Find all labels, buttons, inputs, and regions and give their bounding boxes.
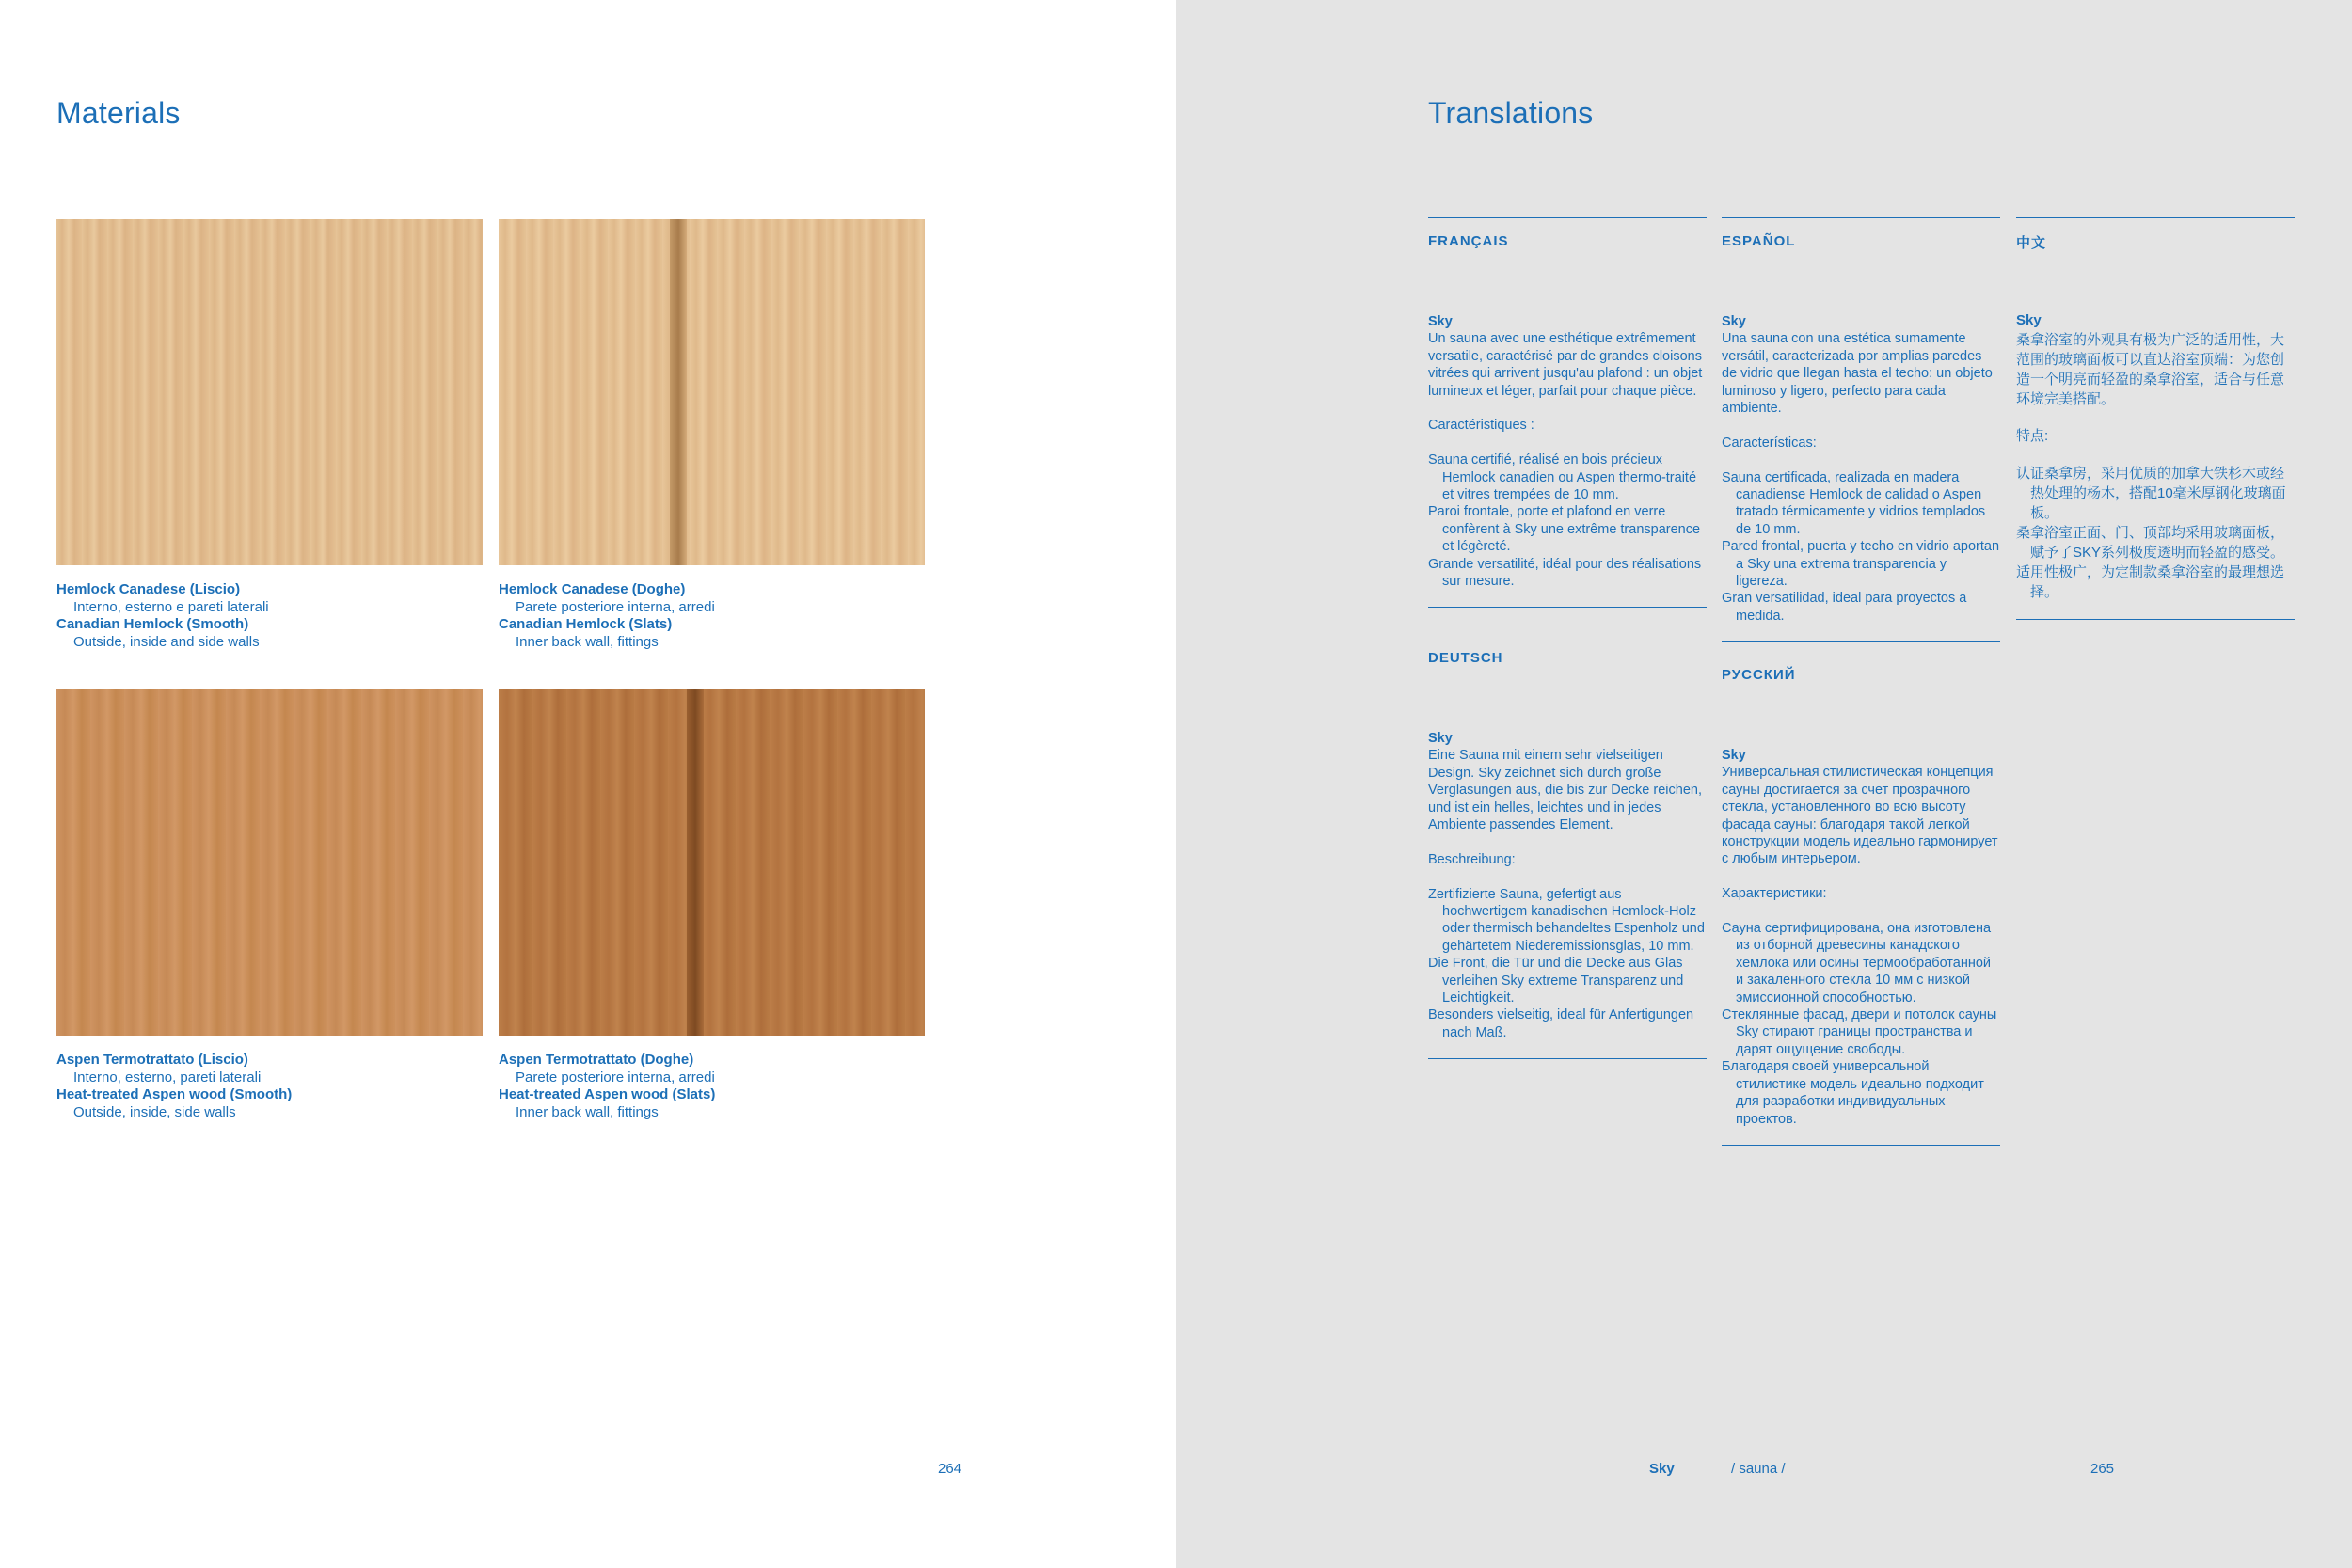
hemlock-slats-swatch: [499, 219, 925, 565]
swatch-name-it: Aspen Termotrattato (Liscio): [56, 1052, 248, 1068]
swatch-name-it: Hemlock Canadese (Doghe): [499, 581, 686, 597]
feature-item: Sauna certifié, réalisé en bois précieux Hemlock canadien ou Aspen thermo-traité et vitres trempées de 10 mm.: [1428, 452, 1697, 503]
intro-text: 桑拿浴室的外观具有极为广泛的适用性，大范围的玻璃面板可以直达浴室顶端：为您创造一个明亮而轻盈的桑拿浴室，适合与任意环境完美搭配。: [2016, 332, 2285, 407]
aspen-slats-caption: [499, 1052, 931, 1121]
divider: [2016, 619, 2295, 620]
translation-zh: [2016, 217, 2295, 620]
aspen-slats-swatch: [499, 689, 925, 1036]
page-title: Materials: [56, 96, 181, 130]
intro-text: Una sauna con una estética sumamente versátil, caracterizada por amplias paredes de vidrio que llegan hasta el techo: un objeto luminoso y ligero, perfecto para cada ambiente.: [1722, 331, 1993, 417]
features-label: Beschreibung:: [1428, 851, 1516, 867]
feature-item: 桑拿浴室正面、门、顶部均采用玻璃面板，赋予了SKY系列极度透明而轻盈的感受。: [2016, 524, 2285, 561]
features-label: Características:: [1722, 435, 1817, 451]
feature-item: Zertifizierte Sauna, gefertigt aus hochwertigem kanadischen Hemlock-Holz oder thermisch behandeltes Espenholz und gehärtetem Niederemissionsglas, 10 mm.: [1428, 886, 1705, 954]
feature-item: Besonders vielseitig, ideal für Anfertigungen nach Maß.: [1428, 1007, 1694, 1040]
swatch-use-it: Interno, esterno e pareti laterali: [73, 598, 269, 615]
right-page: [1176, 0, 2352, 1568]
intro-text: Eine Sauna mit einem sehr vielseitigen Design. Sky zeichnet sich durch große Verglasungen aus, die bis zur Decke reichen, und ist ein helles, leichtes und in jedes Ambiente passendes Element.: [1428, 748, 1702, 833]
swatch-name-en: Heat-treated Aspen wood (Slats): [499, 1086, 716, 1102]
swatch-name-en: Canadian Hemlock (Smooth): [56, 616, 249, 632]
feature-item: Die Front, die Tür und die Decke aus Glas verleihen Sky extreme Transparenz und Leichtigkeit.: [1428, 956, 1684, 1006]
feature-item: 适用性极广，为定制款桑拿浴室的最理想选择。: [2016, 563, 2285, 600]
swatch-name-it: Hemlock Canadese (Liscio): [56, 581, 241, 597]
divider: [1428, 1058, 1707, 1059]
swatch-use-it: Interno, esterno, pareti laterali: [73, 1069, 262, 1085]
divider: [2016, 217, 2295, 218]
product-name: Sky: [1428, 314, 1453, 329]
swatch-name-it: Aspen Termotrattato (Doghe): [499, 1052, 694, 1068]
page-number: 265: [2090, 1461, 2115, 1477]
translation-de: [1428, 635, 1707, 1059]
aspen-smooth-swatch: [56, 689, 483, 1036]
product-name: Sky: [1722, 748, 1746, 763]
footer-product: Sky: [1649, 1461, 1675, 1477]
feature-item: Сауна сертифицирована, она изготовлена из отборной древесины канадского хемлока или осины термообработанной и закаленного стекла 10 мм с низкой эмиссионной способностью.: [1722, 921, 1992, 1006]
swatch-use-it: Parete posteriore interna, arredi: [516, 598, 715, 615]
slat-groove: [670, 219, 687, 565]
language-heading: ESPAÑOL: [1722, 233, 1796, 249]
language-heading: 中文: [2016, 235, 2047, 251]
features-label: Характеристики:: [1722, 886, 1827, 902]
feature-item: Paroi frontale, porte et plafond en verre confèrent à Sky une extrême transparence et légèreté.: [1428, 504, 1701, 555]
hemlock-smooth-caption: [56, 581, 489, 651]
swatch-use-en: Outside, inside and side walls: [73, 633, 260, 650]
feature-item: Gran versatilidad, ideal para proyectos a medida.: [1722, 591, 1967, 624]
feature-item: 认证桑拿房，采用优质的加拿大铁杉木或经热处理的杨木，搭配10毫米厚钢化玻璃面板。: [2016, 465, 2286, 521]
intro-text: Un sauna avec une esthétique extrêmement versatile, caractérisé par de grandes cloisons vitrées qui arrivent jusqu'au plafond : un objet lumineux et léger, parfait pour chaque pièce.: [1428, 331, 1703, 399]
language-heading: DEUTSCH: [1428, 650, 1503, 666]
intro-text: Универсальная стилистическая концепция сауны достигается за счет прозрачного стекла, установленного во всю высоту фасада сауны: благодаря такой легкой конструкции модель идеально гармонирует с любым интерьером.: [1722, 765, 1998, 867]
feature-item: Grande versatilité, idéal pour des réalisations sur mesure.: [1428, 556, 1702, 590]
feature-item: Sauna certificada, realizada en madera canadiense Hemlock de calidad o Aspen tratado térmicamente y vidrios templados de 10 mm.: [1722, 469, 1986, 537]
feature-item: Pared frontal, puerta y techo en vidrio aportan a Sky una extrema transparencia y ligereza.: [1722, 539, 2000, 590]
product-name: Sky: [2016, 312, 2042, 328]
swatch-use-it: Parete posteriore interna, arredi: [516, 1069, 715, 1085]
divider: [1722, 217, 2000, 218]
page-title: Translations: [1428, 96, 1594, 130]
translation-ru: [1722, 652, 2000, 1146]
swatch-use-en: Outside, inside, side walls: [73, 1103, 236, 1120]
language-heading: РУССКИЙ: [1722, 667, 1796, 683]
translation-fr: [1428, 217, 1707, 608]
divider: [1428, 607, 1707, 608]
divider: [1722, 641, 2000, 642]
swatch-name-en: Heat-treated Aspen wood (Smooth): [56, 1086, 293, 1102]
swatch-use-en: Inner back wall, fittings: [516, 633, 659, 650]
page-number: 264: [938, 1461, 962, 1477]
divider: [1428, 217, 1707, 218]
features-label: Caractéristiques :: [1428, 418, 1534, 434]
slat-groove: [687, 689, 704, 1036]
product-name: Sky: [1428, 731, 1453, 746]
aspen-smooth-caption: [56, 1052, 489, 1121]
footer-category: / sauna /: [1731, 1461, 1786, 1477]
language-heading: FRANÇAIS: [1428, 233, 1509, 249]
translation-es: [1722, 217, 2000, 642]
swatch-use-en: Inner back wall, fittings: [516, 1103, 659, 1120]
features-label: 特点:: [2016, 428, 2049, 445]
swatch-name-en: Canadian Hemlock (Slats): [499, 616, 673, 632]
divider: [1722, 1145, 2000, 1146]
feature-item: Стеклянные фасад, двери и потолок сауны Sky стирают границы пространства и дарят ощущение свободы.: [1722, 1007, 1997, 1057]
feature-item: Благодаря своей универсальной стилистике модель идеально подходит для разработки индивидуальных проектов.: [1722, 1059, 1984, 1127]
hemlock-slats-caption: [499, 581, 931, 651]
hemlock-smooth-swatch: [56, 219, 483, 565]
product-name: Sky: [1722, 314, 1746, 329]
